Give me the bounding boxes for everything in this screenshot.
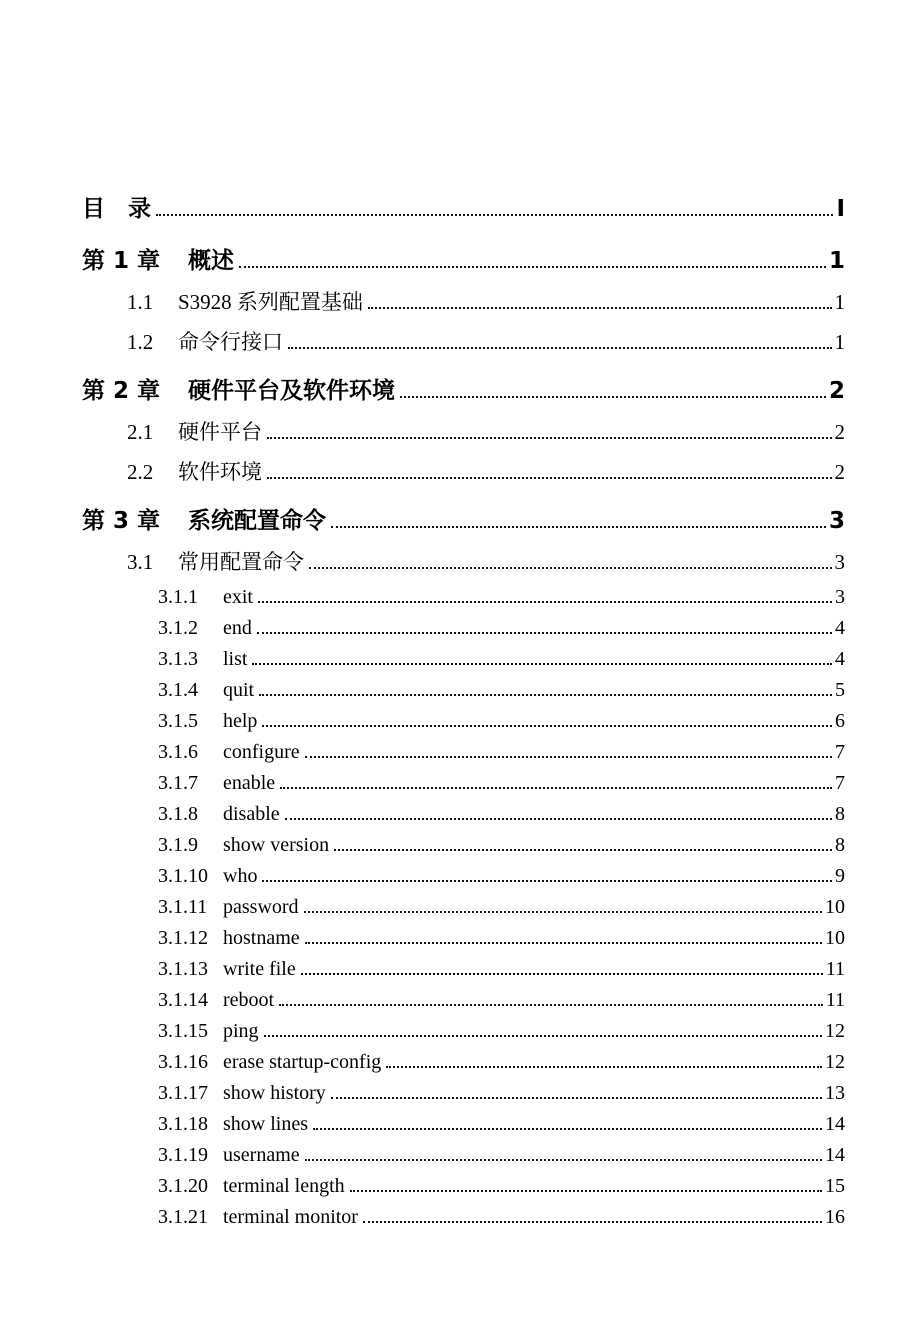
toc-entry-page: 14 — [825, 1144, 845, 1166]
toc-entry-3.1 — [82, 542, 845, 582]
toc-entry-page: 2 — [834, 420, 845, 444]
toc-entry-page: 10 — [825, 896, 845, 918]
toc-entry-3.1.12 — [82, 923, 845, 954]
toc-entry-3.1.4 — [82, 675, 845, 706]
dot-leader — [279, 1004, 823, 1006]
dot-leader — [156, 214, 833, 216]
toc-entry-number: 3.1.18 — [158, 1113, 208, 1135]
toc-entry-2.1 — [82, 412, 845, 452]
dot-leader — [334, 849, 832, 851]
toc-entry-title: write file — [223, 958, 296, 980]
toc-heading-label: 目 录 — [82, 196, 151, 222]
dot-leader — [305, 942, 822, 944]
toc-entry-2.2 — [82, 452, 845, 492]
toc-entry-number: 1.2 — [127, 330, 154, 354]
toc-entry-number: 3.1.10 — [158, 865, 208, 887]
dot-leader — [267, 477, 832, 479]
toc-entry-page: 4 — [835, 617, 845, 639]
toc-entry-page: 11 — [825, 989, 845, 1011]
toc-entry-title: exit — [223, 586, 253, 608]
toc-entry-number: 3.1.4 — [158, 679, 198, 701]
toc-entry-number: 第 3 章 — [82, 508, 161, 534]
dot-leader — [363, 1221, 822, 1223]
toc-entry-3.1.7 — [82, 768, 845, 799]
toc-entry-page: 13 — [825, 1082, 845, 1104]
toc-entry-page: 3 — [834, 550, 845, 574]
toc-entry-page: 3 — [835, 586, 845, 608]
toc-entry-3.1.8 — [82, 799, 845, 830]
toc-entry-page: 10 — [825, 927, 845, 949]
toc-entry-title: terminal length — [223, 1175, 345, 1197]
dot-leader — [285, 818, 832, 820]
toc-entry-page: 7 — [835, 741, 845, 763]
dot-leader — [259, 694, 832, 696]
toc-entry-number: 3.1.11 — [158, 896, 208, 918]
dot-leader — [331, 1097, 822, 1099]
dot-leader — [252, 663, 832, 665]
toc-entry-3.1.2 — [82, 613, 845, 644]
dot-leader — [368, 307, 832, 309]
toc-entry-number: 3.1.16 — [158, 1051, 208, 1073]
toc-entry-3.1.16 — [82, 1047, 845, 1078]
toc-entry-1.2 — [82, 322, 845, 362]
toc-entry-page: 11 — [825, 958, 845, 980]
dot-leader — [267, 437, 832, 439]
toc-entry-3.1.3 — [82, 644, 845, 675]
toc-entry-3.1.15 — [82, 1016, 845, 1047]
dot-leader — [305, 1159, 822, 1161]
toc-entry-page: 1 — [834, 330, 845, 354]
toc-entry-page: 3 — [828, 508, 845, 534]
toc-entry-number: 3.1.6 — [158, 741, 198, 763]
toc-entry-page: 5 — [835, 679, 845, 701]
dot-leader — [262, 880, 832, 882]
toc-entry-title: terminal monitor — [223, 1206, 358, 1228]
dot-leader — [305, 756, 832, 758]
toc-entry-number: 3.1.8 — [158, 803, 198, 825]
toc-entry-number: 3.1.1 — [158, 586, 198, 608]
toc-entry-number: 第 2 章 — [82, 378, 161, 404]
toc-entry-3.1.18 — [82, 1109, 845, 1140]
toc-entry-number: 3.1.20 — [158, 1175, 208, 1197]
toc-entry-page: 2 — [834, 460, 845, 484]
toc-entry-3.1.6 — [82, 737, 845, 768]
toc-entry-title: show version — [223, 834, 330, 856]
toc-entry-title: 系统配置命令 — [188, 508, 327, 534]
toc-entry-title: 硬件平台及软件环境 — [188, 378, 396, 404]
dot-leader — [301, 973, 823, 975]
dot-leader — [280, 787, 832, 789]
toc-entry-number: 3.1.19 — [158, 1144, 208, 1166]
toc-entry-number: 3.1.5 — [158, 710, 198, 732]
toc-entry-page: 15 — [825, 1175, 845, 1197]
toc-entry-title: erase startup-config — [223, 1051, 382, 1073]
dot-leader — [288, 347, 832, 349]
toc-entry-第3章 — [82, 506, 845, 536]
toc-entry-page: 14 — [825, 1113, 845, 1135]
toc-entry-page: 8 — [835, 803, 845, 825]
toc-entry-number: 3.1.15 — [158, 1020, 208, 1042]
toc-entry-3.1.20 — [82, 1171, 845, 1202]
toc-entry-title: 概述 — [188, 248, 235, 274]
toc-entry-page: 12 — [825, 1020, 845, 1042]
toc-entry-page: 12 — [825, 1051, 845, 1073]
toc-entry-3.1.13 — [82, 954, 845, 985]
dot-leader — [400, 396, 826, 398]
toc-entry-title: 常用配置命令 — [178, 550, 304, 574]
toc-entry-title: configure — [223, 741, 300, 763]
toc-entry-page: 6 — [835, 710, 845, 732]
toc-entry-number: 3.1.12 — [158, 927, 208, 949]
toc-entry-number: 3.1.7 — [158, 772, 198, 794]
dot-leader — [262, 725, 832, 727]
toc-entry-title: 硬件平台 — [178, 420, 262, 444]
toc-entry-number: 3.1.13 — [158, 958, 208, 980]
toc-entry-title: 命令行接口 — [178, 330, 283, 354]
toc-entry-title: reboot — [223, 989, 275, 1011]
toc-entry-number: 3.1 — [127, 550, 154, 574]
toc-entry-title: hostname — [223, 927, 300, 949]
toc-entry-title: end — [223, 617, 252, 639]
toc-entry-number: 第 1 章 — [82, 248, 161, 274]
toc-heading-row — [82, 194, 845, 224]
toc-entry-number: 2.2 — [127, 460, 154, 484]
toc-entry-title: list — [223, 648, 248, 670]
toc-entry-title: quit — [223, 679, 255, 701]
toc-entry-page: 7 — [835, 772, 845, 794]
toc-entry-page: 8 — [835, 834, 845, 856]
toc-entry-3.1.5 — [82, 706, 845, 737]
toc-entry-title: who — [223, 865, 258, 887]
toc-entry-第2章 — [82, 376, 845, 406]
dot-leader — [331, 526, 826, 528]
toc-entry-number: 2.1 — [127, 420, 154, 444]
toc-entry-3.1.10 — [82, 861, 845, 892]
toc-entry-3.1.19 — [82, 1140, 845, 1171]
toc-entry-3.1.1 — [82, 582, 845, 613]
toc-entry-number: 3.1.2 — [158, 617, 198, 639]
table-of-contents — [82, 194, 845, 1233]
toc-entry-number: 3.1.17 — [158, 1082, 208, 1104]
toc-entry-title: password — [223, 896, 299, 918]
dot-leader — [258, 601, 832, 603]
dot-leader — [239, 266, 826, 268]
toc-entry-title: show history — [223, 1082, 326, 1104]
toc-entry-list — [82, 246, 845, 1233]
toc-entry-number: 1.1 — [127, 290, 154, 314]
toc-entry-3.1.9 — [82, 830, 845, 861]
dot-leader — [304, 911, 822, 913]
dot-leader — [386, 1066, 822, 1068]
dot-leader — [264, 1035, 822, 1037]
toc-entry-page: 1 — [828, 248, 845, 274]
toc-entry-3.1.14 — [82, 985, 845, 1016]
toc-heading-page: I — [836, 196, 845, 222]
toc-entry-title: disable — [223, 803, 280, 825]
toc-entry-3.1.21 — [82, 1202, 845, 1233]
dot-leader — [309, 567, 832, 569]
toc-entry-title: ping — [223, 1020, 259, 1042]
toc-entry-3.1.11 — [82, 892, 845, 923]
toc-entry-title: show lines — [223, 1113, 308, 1135]
dot-leader — [350, 1190, 822, 1192]
toc-entry-title: 软件环境 — [178, 460, 262, 484]
toc-entry-number: 3.1.14 — [158, 989, 208, 1011]
toc-entry-page: 16 — [825, 1206, 845, 1228]
toc-entry-page: 4 — [835, 648, 845, 670]
toc-entry-1.1 — [82, 282, 845, 322]
toc-entry-title: username — [223, 1144, 300, 1166]
toc-entry-3.1.17 — [82, 1078, 845, 1109]
toc-entry-title: help — [223, 710, 258, 732]
toc-entry-number: 3.1.21 — [158, 1206, 208, 1228]
toc-entry-第1章 — [82, 246, 845, 276]
toc-entry-number: 3.1.3 — [158, 648, 198, 670]
toc-entry-page: 2 — [828, 378, 845, 404]
dot-leader — [313, 1128, 822, 1130]
toc-entry-title: S3928 系列配置基础 — [178, 290, 363, 314]
toc-entry-page: 9 — [835, 865, 845, 887]
toc-entry-page: 1 — [834, 290, 845, 314]
toc-entry-number: 3.1.9 — [158, 834, 198, 856]
dot-leader — [257, 632, 832, 634]
toc-entry-title: enable — [223, 772, 276, 794]
